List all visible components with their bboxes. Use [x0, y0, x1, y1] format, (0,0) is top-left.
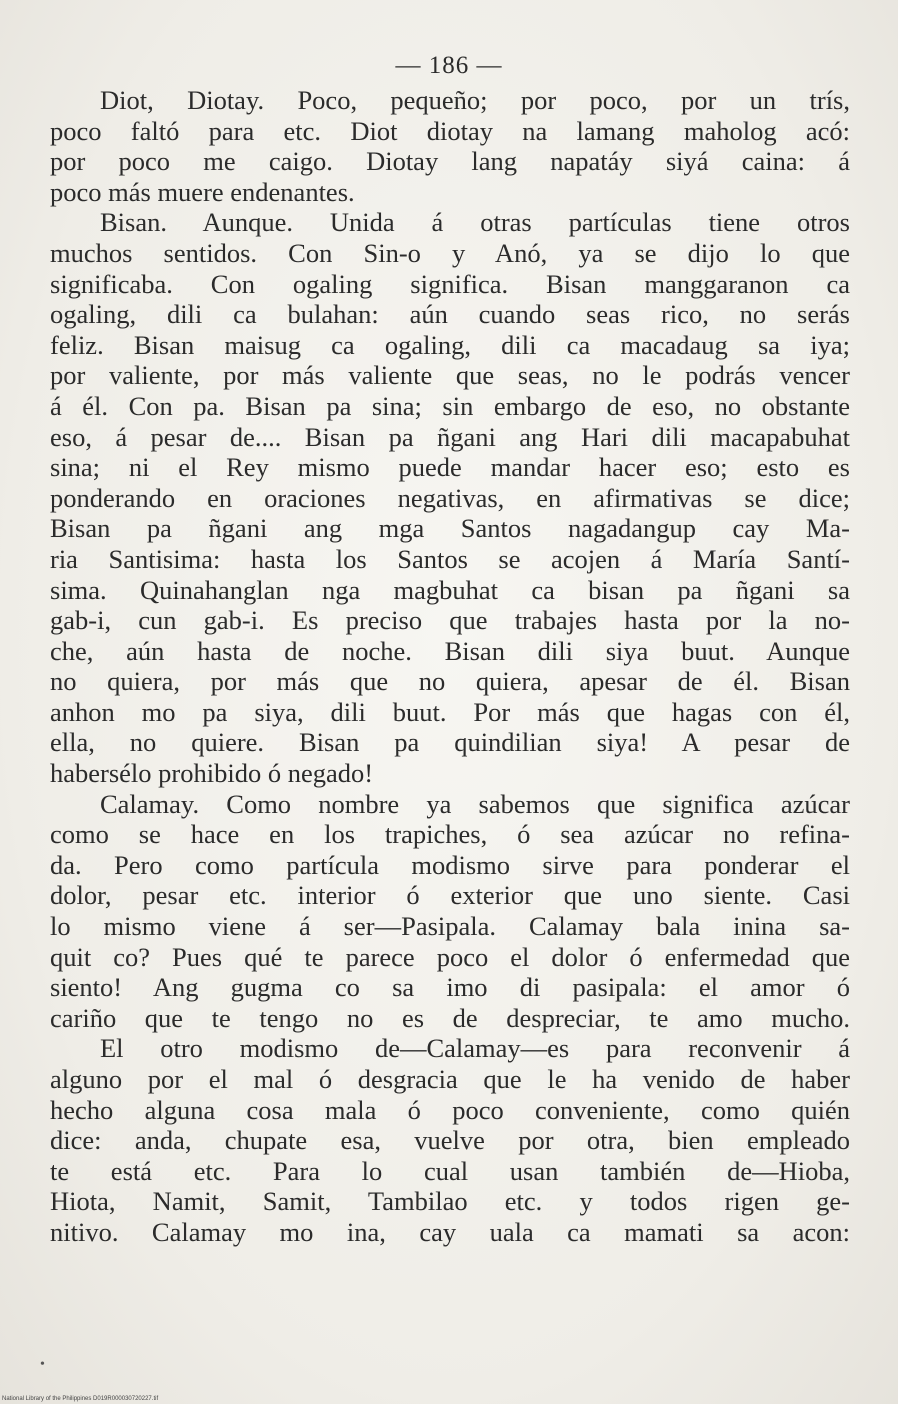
text-line: che, aún hasta de noche. Bisan dili siya buut. Aunque: [50, 635, 850, 666]
text-line: Bisan pa ñgani ang mga Santos nagadangup cay Ma-: [50, 513, 850, 544]
text-line: anhon mo pa siya, dili buut. Por más que hagas con él,: [50, 696, 850, 727]
text-line: poco más muere endenantes.: [50, 176, 355, 207]
text-line: ogaling, dili ca bulahan: aún cuando seas rico, no serás: [50, 299, 850, 330]
text-line: alguno por el mal ó desgracia que le ha venido de haber: [50, 1064, 850, 1094]
text-line: te está etc. Para lo cual usan también de—Hioba,: [50, 1155, 850, 1186]
page-number: — 186 —: [395, 52, 503, 79]
text-line: hecho alguna cosa mala ó poco conveniente, como quién: [50, 1094, 850, 1125]
text-line: quit co? Pues qué te parece poco el dolor ó enfermedad que: [50, 941, 850, 972]
body-text: [50, 85, 850, 1248]
text-line: eso, á pesar de.... Bisan pa ñgani ang Hari dili macapabuhat: [50, 421, 850, 452]
text-line: nitivo. Calamay mo ina, cay uala ca mamati sa acon:: [50, 1216, 850, 1247]
text-line: por poco me caigo. Diotay lang napatáy siyá caina: á: [50, 146, 850, 177]
text-line: dice: anda, chupate esa, vuelve por otra, bien empleado: [50, 1125, 850, 1156]
text-line: da. Pero como partícula modismo sirve para ponderar el: [50, 849, 850, 880]
text-line: ponderando en oraciones negativas, en afirmativas se dice;: [50, 482, 850, 513]
text-line: muchos sentidos. Con Sin-o y Anó, ya se dijo lo que: [50, 237, 850, 268]
text-line: Diot, Diotay. Poco, pequeño; por poco, por un trís,: [100, 85, 850, 115]
text-line: poco faltó para etc. Diot diotay na lamang maholog acó:: [50, 115, 850, 146]
text-line: El otro modismo de—Calamay—es para reconvenir á: [100, 1033, 850, 1064]
text-line: siento! Ang gugma co sa imo di pasipala: el amor ó: [50, 972, 850, 1003]
text-line: cariño que te tengo no es de despreciar, te amo mucho.: [50, 1002, 850, 1033]
scan-footer: National Library of the Philippines D019R000030720227.tif: [2, 1396, 159, 1402]
text-line: lo mismo viene á ser—Pasipala. Calamay bala inina sa-: [50, 911, 850, 942]
text-line: sina; ni el Rey mismo puede mandar hacer eso; esto es: [50, 452, 850, 483]
text-line: ria Santisima: hasta los Santos se acojen á María Santí-: [50, 543, 850, 574]
text-line: gab-i, cun gab-i. Es preciso que trabajes hasta por la no-: [50, 605, 850, 636]
text-line: Hiota, Namit, Samit, Tambilao etc. y todos rigen ge-: [50, 1186, 850, 1217]
text-line: por valiente, por más valiente que seas, no le podrás vencer: [50, 360, 850, 391]
text-line: feliz. Bisan maisug ca ogaling, dili ca macadaug sa iya;: [50, 329, 850, 360]
text-line: sima. Quinahanglan nga magbuhat ca bisan pa ñgani sa: [50, 574, 850, 605]
text-line: habersélo prohibido ó negado!: [50, 758, 374, 789]
text-line: ella, no quiere. Bisan pa quindilian siya! A pesar de: [50, 727, 850, 758]
stray-mark: •: [40, 1357, 45, 1372]
text-line: Bisan. Aunque. Unida á otras partículas tiene otros: [100, 207, 850, 238]
text-line: como se hace en los trapiches, ó sea azúcar no refina-: [50, 819, 850, 850]
text-line: significaba. Con ogaling significa. Bisan manggaranon ca: [50, 268, 850, 299]
text-line: dolor, pesar etc. interior ó exterior que uno siente. Casi: [50, 880, 850, 911]
text-line: Calamay. Como nombre ya sabemos que significa azúcar: [100, 788, 850, 819]
text-line: á él. Con pa. Bisan pa sina; sin embargo de eso, no obstante: [50, 390, 850, 421]
text-line: no quiera, por más que no quiera, apesar de él. Bisan: [50, 666, 850, 697]
